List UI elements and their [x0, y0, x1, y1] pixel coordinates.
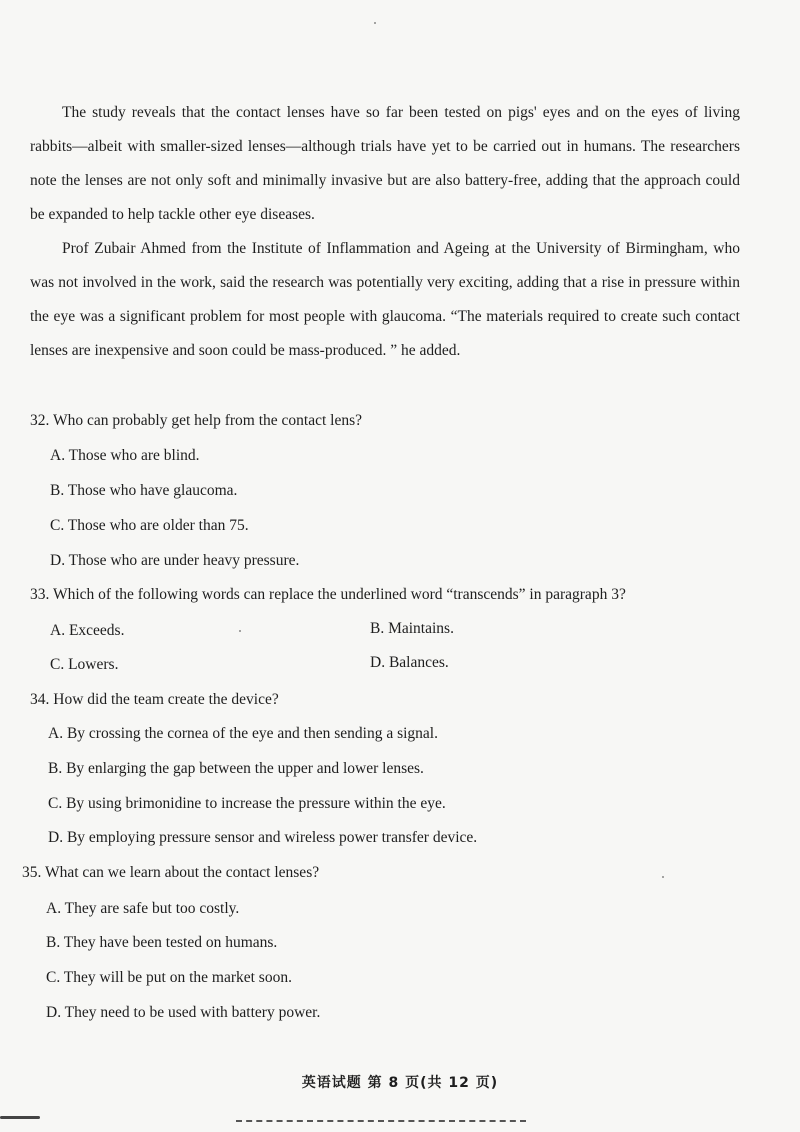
passage-paragraph-1-text: The study reveals that the contact lenses have so far been tested on pigs' eyes and on the eyes of living rabbits—albeit with smaller-sized lenses—although trials have yet to be carried out in humans. The researchers note the lenses are not only soft and minimally invasive but are also battery-free, adding that the approach could be expanded to help tackle other eye diseases.	[30, 104, 740, 223]
question-35-option-c: C. They will be put on the market soon.	[46, 969, 292, 986]
passage-paragraph-1	[30, 96, 740, 232]
scan-artifact-bottom-line	[236, 1120, 526, 1122]
question-34-option-b: B. By enlarging the gap between the upper and lower lenses.	[48, 760, 424, 777]
question-32-option-a: A. Those who are blind.	[50, 447, 200, 464]
question-34-option-d: D. By employing pressure sensor and wireless power transfer device.	[48, 829, 478, 846]
question-34-option-a: A. By crossing the cornea of the eye and then sending a signal.	[48, 725, 438, 742]
question-35-stem: 35. What can we learn about the contact lenses?	[22, 864, 320, 881]
question-34-stem: 34. How did the team create the device?	[30, 691, 279, 708]
question-32-option-b: B. Those who have glaucoma.	[50, 482, 238, 499]
question-33-option-b: B. Maintains.	[370, 620, 454, 637]
question-33-option-c: C. Lowers.	[50, 656, 119, 673]
scan-artifact-left	[0, 1116, 40, 1119]
passage-paragraph-2-text: Prof Zubair Ahmed from the Institute of Inflammation and Ageing at the University of Birmingham, who was not involved in the work, said the research was potentially very exciting, adding that a rise in pressure within the eye was a significant problem for most people with glaucoma. “The materials required to create such contact lenses are inexpensive and soon could be mass-produced. ” he added.	[30, 240, 740, 359]
question-34-option-c: C. By using brimonidine to increase the pressure within the eye.	[48, 795, 446, 812]
question-32-option-c: C. Those who are older than 75.	[50, 517, 249, 534]
scan-artifact-dot	[662, 876, 664, 878]
question-32-stem: 32. Who can probably get help from the contact lens?	[30, 412, 362, 429]
scan-artifact-dot	[374, 22, 376, 24]
question-35-option-b: B. They have been tested on humans.	[46, 934, 278, 951]
question-33-stem: 33. Which of the following words can replace the underlined word “transcends” in paragraph 3?	[30, 586, 626, 603]
question-33-option-a: A. Exceeds.	[50, 622, 125, 639]
question-35-option-a: A. They are safe but too costly.	[46, 900, 240, 917]
page-footer: 英语试题 第 8 页(共 12 页)	[301, 1075, 499, 1091]
scan-artifact-dot	[239, 630, 241, 632]
question-33-option-d: D. Balances.	[370, 654, 449, 671]
question-32-option-d: D. Those who are under heavy pressure.	[50, 552, 300, 569]
question-35-option-d: D. They need to be used with battery power.	[46, 1004, 321, 1021]
passage-paragraph-2	[30, 232, 740, 368]
